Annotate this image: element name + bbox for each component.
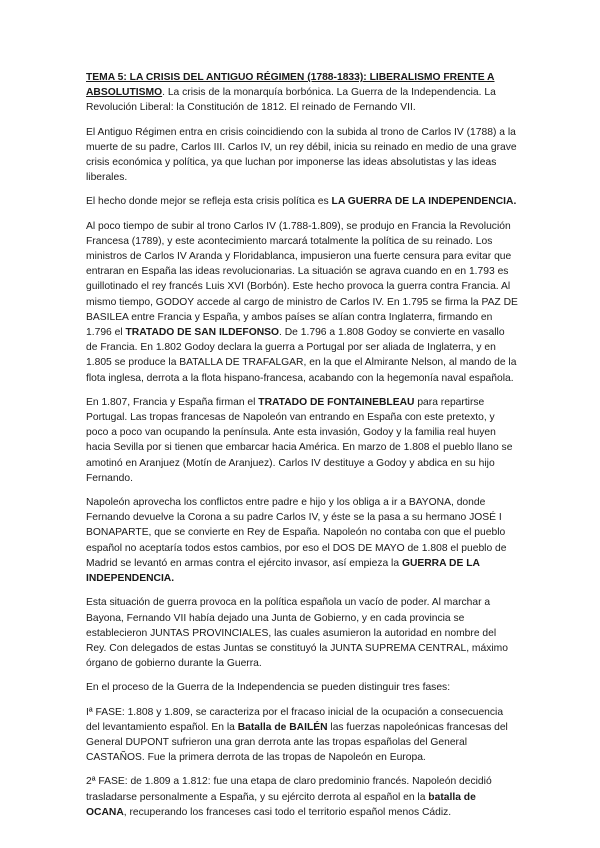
- paragraph-2-bold: LA GUERRA DE LA INDEPENDENCIA.: [331, 196, 517, 208]
- document-body: [86, 70, 518, 829]
- paragraph-8: [86, 705, 518, 766]
- paragraph-2: [86, 194, 518, 209]
- paragraph-5: [86, 495, 518, 586]
- paragraph-9-bold: batalla de OCANA: [86, 791, 476, 818]
- paragraph-8-bold: Batalla de BAILÉN: [237, 721, 328, 733]
- paragraph-7: En el proceso de la Guerra de la Independencia se pueden distinguir tres fases:: [86, 682, 451, 694]
- title-heading: TEMA 5: LA CRISIS DEL ANTIGUO RÉGIMEN (1788-1833): LIBERALISMO FRENTE A ABSOLUTISMO: [86, 72, 495, 99]
- title-subtopics: . La crisis de la monarquía borbónica. La Guerra de la Independencia. La Revolución Liberal: la Constitución de 1812. El reinado de Fernando VII.: [86, 87, 496, 114]
- paragraph-8-text-a: Iª FASE: 1.808 y 1.809, se caracteriza por el fracaso inicial de la ocupación a consecuencia del levantamiento español. En la: [86, 706, 504, 733]
- paragraph-4-text-a: En 1.807, Francia y España firman el: [86, 396, 259, 408]
- paragraph-3-text-c: . De 1.796 a 1.808 Godoy se convierte en vasallo de Francia. En 1.802 Godoy declara la guerra a Portugal por ser aliada de Inglaterra, y en 1.805 se produce la BATALLA DE TRAFALGAR, en la que el Almirante Nelson, al mando de la flota inglesa, derrota a la flota hispano-francesa, acabando con la hegemonía naval española.: [86, 327, 517, 384]
- paragraph-4: [86, 395, 518, 486]
- paragraph-5-bold: GUERRA DE LA INDEPENDENCIA.: [86, 557, 480, 585]
- paragraph-3: [86, 219, 518, 386]
- paragraph-3-text-a: Al poco tiempo de subir al trono Carlos IV (1.788-1.809), se produjo en Francia la Revolución Francesa (1789), y este acontecimiento marcará totalmente la política de su reinado. Los ministros de Carlos IV Aranda y Floridablanca, impusieron una fuerte censura para evitar que entraran en España las ideas revolucionarias. La situación se agrava cuando en en 1.793 es guillotinado el rey francés Luis XVI (Borbón). Este hecho provoca la guerra contra Francia. Al mismo tiempo, GODOY accede al cargo de ministro de Carlos IV. En 1.795 se firma la PAZ DE BASILEA entre Francia y España, y ambos países se alían contra Inglaterra, firmando en 1.796 el: [86, 220, 518, 339]
- paragraph-1: El Antiguo Régimen entra en crisis coincidiendo con la subida al trono de Carlos IV (1788) a la muerte de su padre, Carlos III. Carlos IV, un rey débil, inicia su reinado en medio de una grave crisis económica y política, ya que luchan por imponerse las ideas absolutistas y las ideas liberales.: [86, 126, 517, 184]
- paragraph-9-text-c: , recuperando los franceses casi todo el territorio español menos Cádiz.: [123, 806, 452, 818]
- paragraph-6: Esta situación de guerra provoca en la política española un vacío de poder. Al marchar a Bayona, Fernando VII había dejado una Junta de Gobierno, y en cada provincia se establecieron JUNTAS PROVINCIALES, las cuales asumieron la autoridad en nombre del Rey. Con delegados de estas Juntas se constituyó la JUNTA SUPREMA CENTRAL, máximo órgano de gobierno durante la Guerra.: [86, 597, 508, 670]
- paragraph-4-bold: TRATADO DE FONTAINEBLEAU: [258, 396, 415, 408]
- paragraph-2-text: El hecho donde mejor se refleja esta crisis política es: [86, 196, 332, 208]
- paragraph-9: [86, 774, 518, 820]
- paragraph-8-text-c: las fuerzas napoleónicas francesas del General DUPONT sufrieron una gran derrota ante las tropas españolas del General CASTAÑOS. Fue la primera derrota de las tropas de Napoleón en Europa.: [86, 721, 508, 764]
- paragraph-5-text: Napoleón aprovecha los conflictos entre padre e hijo y los obliga a ir a BAYONA, donde Fernando devuelve la Corona a su padre Carlos IV, y éste se la pasa a su hermano JOSÉ I BONAPARTE, que se convierte en Rey de España. Napoleón no contaba con que el pueblo español no aceptaría todos estos cambios, por eso el DOS DE MAYO de 1.808 el pueblo de Madrid se levantó en armas contra el ejército invasor, así empieza la: [86, 497, 507, 569]
- paragraph-9-text-a: 2ª FASE: de 1.809 a 1.812: fue una etapa de claro predominio francés. Napoleón decidió trasladarse personalmente a España, y su ejército derrota al español en la: [86, 776, 492, 803]
- paragraph-3-bold: TRATADO DE SAN ILDEFONSO: [125, 327, 280, 339]
- document-title: [86, 70, 518, 116]
- paragraph-4-text-c: para repartirse Portugal. Las tropas francesas de Napoleón van entrando en España con este pretexto, y poco a poco van ocupando la península. Ante esta invasión, Godoy y la familia real huyen hacia Sevilla por si tienen que embarcar hacia América. En marzo de 1.808 el pueblo llano se amotinó en Aranjuez (Motín de Aranjuez). Carlos IV destituye a Godoy y abdica en su hijo Fernando.: [86, 396, 513, 484]
